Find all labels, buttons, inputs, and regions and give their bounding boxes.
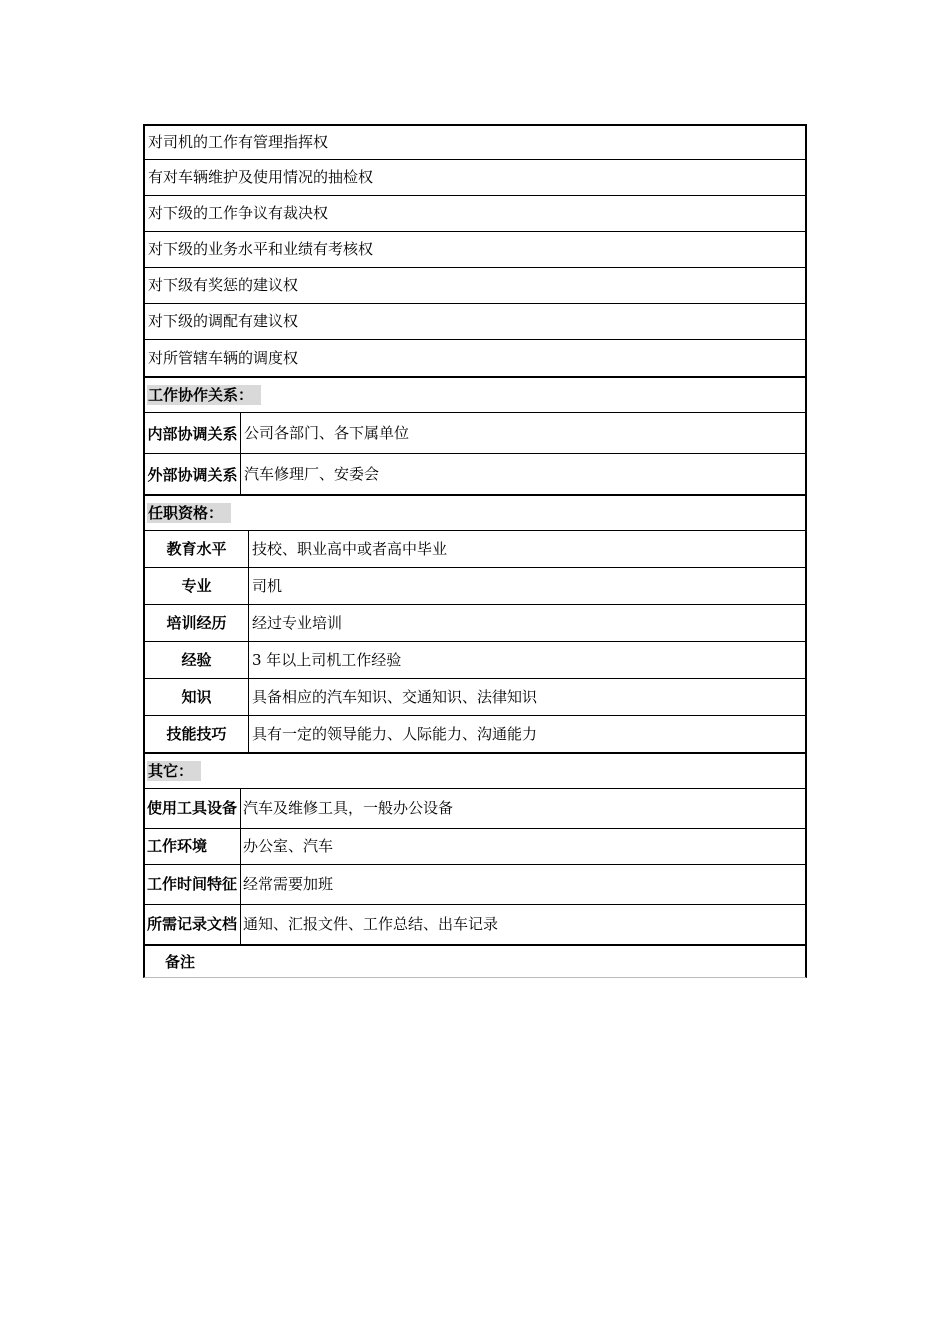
collaboration-row xyxy=(143,412,807,453)
row-value-cell xyxy=(249,568,282,604)
row-key: 专业 xyxy=(145,568,249,604)
row-value-cell xyxy=(241,413,409,453)
other-section-header xyxy=(143,752,807,788)
row-value: 汽车修理厂、安委会 xyxy=(244,464,380,483)
row-key: 技能技巧 xyxy=(145,716,249,752)
row-value: 公司各部门、各下属单位 xyxy=(244,423,410,442)
qualification-row xyxy=(143,678,807,715)
authority-text: 对所管辖车辆的调度权 xyxy=(148,348,299,367)
row-value-cell xyxy=(249,642,401,678)
collaboration-row xyxy=(143,453,807,494)
row-key: 经验 xyxy=(145,642,249,678)
row-value: 通知、汇报文件、工作总结、出车记录 xyxy=(243,915,499,933)
row-value-cell xyxy=(249,679,537,715)
section-title: 其它： xyxy=(147,761,201,781)
row-value: 办公室、汽车 xyxy=(243,837,334,855)
row-key: 所需记录文档 xyxy=(145,905,241,944)
row-key: 知识 xyxy=(145,679,249,715)
authority-text: 有对车辆维护及使用情况的抽检权 xyxy=(148,168,374,186)
qualification-row xyxy=(143,530,807,567)
section-title: 工作协作关系： xyxy=(147,385,261,405)
authority-row xyxy=(143,160,807,196)
other-row xyxy=(143,864,807,904)
row-value-cell xyxy=(241,865,333,904)
qualification-row xyxy=(143,641,807,678)
row-key: 工作环境 xyxy=(145,829,241,864)
row-value: 具备相应的汽车知识、交通知识、法律知识 xyxy=(252,687,538,706)
authority-row xyxy=(143,196,807,232)
authority-row xyxy=(143,232,807,268)
row-value: 经常需要加班 xyxy=(243,875,334,893)
row-key: 内部协调关系 xyxy=(145,413,241,453)
qualification-row xyxy=(143,604,807,641)
section-title: 任职资格： xyxy=(147,503,231,523)
row-key: 工作时间特征 xyxy=(145,865,241,904)
row-value-cell xyxy=(249,716,537,752)
row-value: 经过专业培训 xyxy=(252,613,343,632)
row-value-cell xyxy=(249,531,447,567)
row-value: 技校、职业高中或者高中毕业 xyxy=(252,539,448,558)
row-value-cell xyxy=(249,605,342,641)
row-value-cell xyxy=(241,905,498,944)
row-value: 司机 xyxy=(252,576,283,595)
authority-row xyxy=(143,268,807,304)
row-key: 外部协调关系 xyxy=(145,454,241,494)
remark-row xyxy=(143,944,807,978)
qualifications-section-header xyxy=(143,494,807,530)
row-key: 使用工具设备 xyxy=(145,789,241,828)
row-value-cell xyxy=(241,789,453,828)
authority-text: 对下级的业务水平和业绩有考核权 xyxy=(148,240,374,258)
authority-text: 对下级的工作争议有裁决权 xyxy=(148,204,329,222)
row-value-cell xyxy=(241,829,333,864)
collaboration-section-header xyxy=(143,376,807,412)
row-key: 教育水平 xyxy=(145,531,249,567)
row-value: 3 年以上司机工作经验 xyxy=(252,650,402,669)
remark-label: 备注 xyxy=(165,953,196,971)
qualification-row xyxy=(143,567,807,604)
qualification-row xyxy=(143,715,807,752)
row-value-cell xyxy=(241,454,379,494)
row-value: 具有一定的领导能力、人际能力、沟通能力 xyxy=(252,724,538,743)
authority-text: 对司机的工作有管理指挥权 xyxy=(148,133,329,151)
row-key: 培训经历 xyxy=(145,605,249,641)
row-value: 汽车及维修工具，一般办公设备 xyxy=(243,799,454,817)
authority-row xyxy=(143,124,807,160)
authority-text: 对下级的调配有建议权 xyxy=(148,312,299,330)
authority-text: 对下级有奖惩的建议权 xyxy=(148,276,299,294)
other-row xyxy=(143,904,807,944)
other-row xyxy=(143,788,807,828)
authority-row xyxy=(143,304,807,340)
other-row xyxy=(143,828,807,864)
authority-row xyxy=(143,340,807,376)
job-description-table xyxy=(143,124,807,978)
